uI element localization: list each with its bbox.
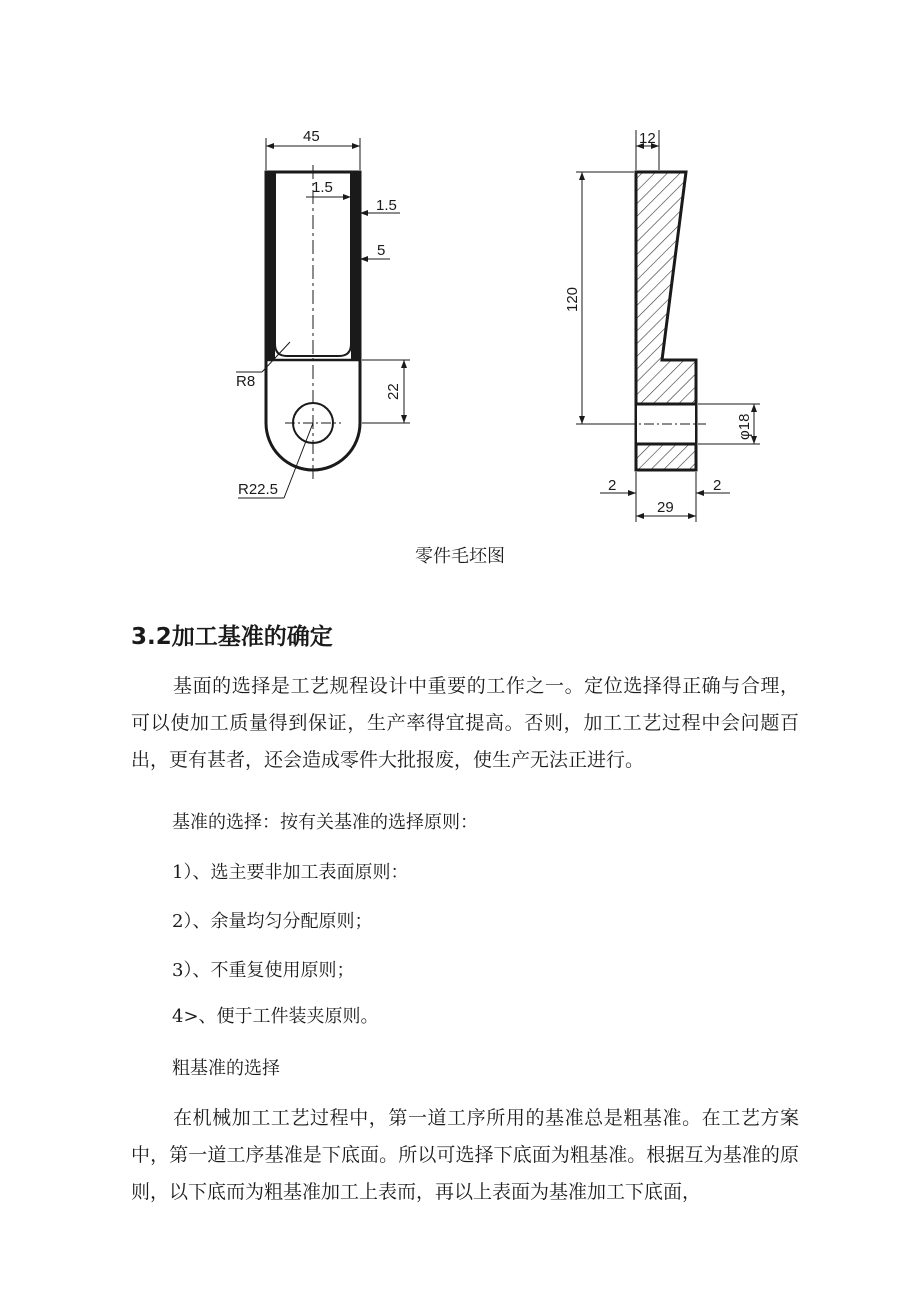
dim-bore: φ18 xyxy=(736,413,753,440)
dim-wall-bottom: 5 xyxy=(377,242,386,259)
paragraph-rough-datum: 在机械加工工艺过程中，第一道工序所用的基准总是粗基准。在工艺方案中，第一道工序基准是下底面。所以可选择下底面为粗基准。根据互为基准的原则，以下底而为粗基准加工上表而，再以上表面为基准加工下底面， xyxy=(131,1107,799,1203)
dim-width-base: 29 xyxy=(657,499,674,516)
paragraph-datum-selection: 基面的选择是工艺规程设计中重要的工作之一。定位选择得正确与合理，可以使加工质量得到保证，生产率得宜提高。否则，加工工艺过程中会问题百出，更有甚者，还会造成零件大批报废，使生产无法正进行。 xyxy=(131,675,799,771)
dim-height-lower: 22 xyxy=(385,383,402,400)
dim-radius-end: R22.5 xyxy=(238,481,279,498)
principle-item: 1）、选主要非加工表面原则： xyxy=(172,862,409,883)
side-view xyxy=(576,130,760,522)
dim-chamfer-right: 2 xyxy=(713,477,722,494)
dim-thickness-top: 12 xyxy=(639,130,656,147)
dim-wall-top: 1.5 xyxy=(312,179,333,196)
principle-item: 3）、不重复使用原则； xyxy=(172,960,355,981)
figure-caption: 零件毛坯图 xyxy=(415,546,505,567)
dim-wall-side: 1.5 xyxy=(376,197,397,214)
principle-item: 2）、余量均匀分配原则； xyxy=(172,911,373,932)
principle-item: 4>、便于工件装夹原则。 xyxy=(172,1006,379,1027)
dim-height: 120 xyxy=(564,286,581,312)
dim-chamfer-left: 2 xyxy=(608,477,617,494)
rough-datum-heading: 粗基准的选择 xyxy=(172,1058,280,1079)
part-blank-drawing xyxy=(0,0,920,540)
section-heading: 3.2加工基准的确定 xyxy=(131,624,333,650)
dim-width: 45 xyxy=(303,128,320,145)
dim-fillet: R8 xyxy=(236,373,256,390)
principles-intro: 基准的选择：按有关基准的选择原则： xyxy=(172,812,478,833)
